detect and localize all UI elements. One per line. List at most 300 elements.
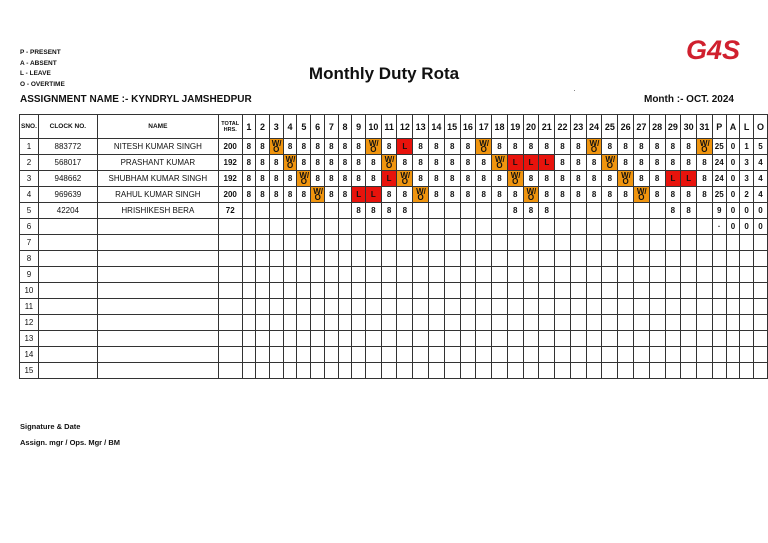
- row-present-count: 24: [712, 155, 726, 171]
- row-name: [97, 315, 218, 331]
- row-present-count: [712, 235, 726, 251]
- day-cell: [586, 267, 602, 283]
- day-cell: 8: [460, 187, 476, 203]
- weekly-off-label: W/O: [400, 170, 411, 186]
- row-leave-count: [740, 299, 754, 315]
- day-cell: [492, 347, 508, 363]
- day-cell: [523, 219, 539, 235]
- row-present-count: ·: [712, 219, 726, 235]
- day-cell: [649, 331, 665, 347]
- day-cell: [338, 283, 352, 299]
- row-clock-no: [38, 251, 97, 267]
- row-total-hrs: 200: [218, 187, 242, 203]
- day-cell: [352, 235, 366, 251]
- day-cell: 8: [242, 139, 256, 155]
- header-day-25: 25: [602, 115, 618, 139]
- day-cell: 8: [570, 187, 586, 203]
- day-cell: [311, 267, 325, 283]
- day-cell: [311, 219, 325, 235]
- row-sno: 2: [20, 155, 39, 171]
- row-absent-count: [726, 347, 740, 363]
- row-overtime-count: [753, 347, 767, 363]
- day-cell: 8: [338, 139, 352, 155]
- header-day-27: 27: [633, 115, 649, 139]
- day-cell: [365, 331, 381, 347]
- day-cell: [352, 267, 366, 283]
- header-day-13: 13: [413, 115, 429, 139]
- row-absent-count: 0: [726, 155, 740, 171]
- row-sno: 12: [20, 315, 39, 331]
- row-leave-count: [740, 331, 754, 347]
- day-cell: [602, 283, 618, 299]
- day-cell: [325, 299, 339, 315]
- leave-cell: L: [539, 155, 555, 171]
- day-cell: [649, 299, 665, 315]
- day-cell: [665, 219, 681, 235]
- day-cell: [602, 203, 618, 219]
- day-cell: 8: [325, 139, 339, 155]
- day-cell: [570, 251, 586, 267]
- header-day-1: 1: [242, 115, 256, 139]
- day-cell: [283, 219, 297, 235]
- day-cell: 8: [586, 171, 602, 187]
- day-cell: [697, 203, 713, 219]
- day-cell: [539, 283, 555, 299]
- day-cell: [665, 251, 681, 267]
- day-cell: [633, 299, 649, 315]
- day-cell: [269, 347, 283, 363]
- day-cell: 8: [586, 187, 602, 203]
- day-cell: [586, 251, 602, 267]
- row-total-hrs: [218, 219, 242, 235]
- row-overtime-count: [753, 283, 767, 299]
- weekly-off-cell: [381, 155, 397, 171]
- day-cell: [297, 331, 311, 347]
- row-name: HRISHIKESH BERA: [97, 203, 218, 219]
- day-cell: [523, 235, 539, 251]
- day-cell: [429, 267, 445, 283]
- signature-date-label: Signature & Date: [20, 422, 81, 431]
- row-sno: 4: [20, 187, 39, 203]
- table-row: [20, 299, 768, 315]
- day-cell: 8: [256, 139, 270, 155]
- row-clock-no: 883772: [38, 139, 97, 155]
- day-cell: [570, 299, 586, 315]
- day-cell: 8: [338, 171, 352, 187]
- day-cell: [492, 299, 508, 315]
- day-cell: [429, 331, 445, 347]
- day-cell: [665, 299, 681, 315]
- day-cell: [697, 251, 713, 267]
- day-cell: [297, 219, 311, 235]
- weekly-off-label: W/O: [285, 154, 296, 170]
- table-row: [20, 235, 768, 251]
- weekly-off-cell: [507, 171, 523, 187]
- weekly-off-cell: [602, 155, 618, 171]
- day-cell: [460, 315, 476, 331]
- day-cell: 8: [311, 139, 325, 155]
- day-cell: 8: [492, 171, 508, 187]
- day-cell: 8: [283, 139, 297, 155]
- row-absent-count: 0: [726, 171, 740, 187]
- row-clock-no: [38, 283, 97, 299]
- row-leave-count: [740, 235, 754, 251]
- day-cell: 8: [283, 171, 297, 187]
- table-row: [20, 187, 768, 203]
- day-cell: [555, 283, 571, 299]
- row-leave-count: 0: [740, 203, 754, 219]
- day-cell: [681, 331, 697, 347]
- row-overtime-count: 5: [753, 139, 767, 155]
- day-cell: [397, 267, 413, 283]
- day-cell: 8: [602, 171, 618, 187]
- weekly-off-label: W/O: [299, 170, 310, 186]
- day-cell: [325, 219, 339, 235]
- day-cell: [444, 235, 460, 251]
- day-cell: [476, 347, 492, 363]
- day-cell: [665, 347, 681, 363]
- day-cell: [444, 363, 460, 379]
- weekly-off-label: W/O: [494, 154, 505, 170]
- day-cell: 8: [365, 203, 381, 219]
- header-day-15: 15: [444, 115, 460, 139]
- header-sno: SNO.: [20, 115, 39, 139]
- day-cell: [507, 235, 523, 251]
- row-absent-count: [726, 315, 740, 331]
- day-cell: [256, 251, 270, 267]
- day-cell: [492, 219, 508, 235]
- row-total-hrs: 192: [218, 155, 242, 171]
- row-present-count: [712, 363, 726, 379]
- day-cell: 8: [570, 171, 586, 187]
- header-day-22: 22: [555, 115, 571, 139]
- day-cell: [460, 347, 476, 363]
- row-clock-no: 568017: [38, 155, 97, 171]
- row-clock-no: [38, 363, 97, 379]
- day-cell: [476, 235, 492, 251]
- day-cell: [570, 267, 586, 283]
- day-cell: [352, 315, 366, 331]
- day-cell: [476, 251, 492, 267]
- day-cell: [539, 331, 555, 347]
- day-cell: [586, 347, 602, 363]
- weekly-off-label: W/O: [636, 186, 647, 202]
- day-cell: [555, 315, 571, 331]
- day-cell: [649, 283, 665, 299]
- day-cell: [311, 331, 325, 347]
- assignment-name: ASSIGNMENT NAME :- KYNDRYL JAMSHEDPUR: [20, 94, 252, 105]
- day-cell: 8: [381, 203, 397, 219]
- row-clock-no: [38, 267, 97, 283]
- header-o: O: [753, 115, 767, 139]
- header-day-29: 29: [665, 115, 681, 139]
- header-l: L: [740, 115, 754, 139]
- day-cell: 8: [570, 139, 586, 155]
- day-cell: [413, 299, 429, 315]
- day-cell: [476, 363, 492, 379]
- row-leave-count: 0: [740, 219, 754, 235]
- day-cell: [365, 315, 381, 331]
- day-cell: [507, 267, 523, 283]
- day-cell: 8: [649, 171, 665, 187]
- day-cell: 8: [269, 171, 283, 187]
- day-cell: 8: [429, 187, 445, 203]
- day-cell: [539, 251, 555, 267]
- day-cell: [555, 203, 571, 219]
- row-sno: 14: [20, 347, 39, 363]
- day-cell: [429, 347, 445, 363]
- day-cell: [242, 363, 256, 379]
- table-row: [20, 363, 768, 379]
- leave-cell: L: [352, 187, 366, 203]
- day-cell: [492, 331, 508, 347]
- day-cell: [570, 347, 586, 363]
- header-day-23: 23: [570, 115, 586, 139]
- day-cell: 8: [665, 139, 681, 155]
- day-cell: [665, 363, 681, 379]
- header-day-19: 19: [507, 115, 523, 139]
- day-cell: [444, 203, 460, 219]
- day-cell: [570, 283, 586, 299]
- day-cell: [269, 203, 283, 219]
- day-cell: 8: [476, 155, 492, 171]
- day-cell: [413, 363, 429, 379]
- day-cell: 8: [492, 187, 508, 203]
- day-cell: [413, 203, 429, 219]
- day-cell: [633, 283, 649, 299]
- header-day-24: 24: [586, 115, 602, 139]
- weekly-off-label: W/O: [384, 154, 395, 170]
- day-cell: [381, 315, 397, 331]
- day-cell: 8: [297, 155, 311, 171]
- header-day-10: 10: [365, 115, 381, 139]
- table-row: [20, 315, 768, 331]
- day-cell: [492, 283, 508, 299]
- day-cell: [476, 203, 492, 219]
- day-cell: [325, 331, 339, 347]
- day-cell: [365, 251, 381, 267]
- day-cell: 8: [256, 187, 270, 203]
- row-absent-count: [726, 363, 740, 379]
- day-cell: [507, 219, 523, 235]
- day-cell: [256, 219, 270, 235]
- row-overtime-count: [753, 267, 767, 283]
- day-cell: [555, 331, 571, 347]
- day-cell: [523, 251, 539, 267]
- row-present-count: [712, 251, 726, 267]
- day-cell: [633, 251, 649, 267]
- row-sno: 10: [20, 283, 39, 299]
- row-total-hrs: [218, 283, 242, 299]
- day-cell: 8: [586, 155, 602, 171]
- day-cell: 8: [352, 203, 366, 219]
- day-cell: [397, 299, 413, 315]
- weekly-off-cell: [311, 187, 325, 203]
- day-cell: 8: [325, 155, 339, 171]
- legend-overtime: O - OVERTIME: [20, 80, 65, 88]
- day-cell: [297, 315, 311, 331]
- row-clock-no: [38, 347, 97, 363]
- header-day-2: 2: [256, 115, 270, 139]
- day-cell: [570, 315, 586, 331]
- day-cell: [381, 363, 397, 379]
- day-cell: [283, 267, 297, 283]
- day-cell: [665, 235, 681, 251]
- day-cell: 8: [269, 155, 283, 171]
- day-cell: 8: [429, 171, 445, 187]
- day-cell: [311, 347, 325, 363]
- day-cell: 8: [242, 187, 256, 203]
- day-cell: [460, 299, 476, 315]
- row-name: [97, 251, 218, 267]
- day-cell: [492, 363, 508, 379]
- day-cell: [681, 235, 697, 251]
- day-cell: [570, 203, 586, 219]
- day-cell: [649, 347, 665, 363]
- row-total-hrs: 192: [218, 171, 242, 187]
- row-total-hrs: [218, 299, 242, 315]
- day-cell: [460, 203, 476, 219]
- day-cell: [283, 299, 297, 315]
- row-name: [97, 219, 218, 235]
- day-cell: [523, 283, 539, 299]
- row-overtime-count: [753, 315, 767, 331]
- day-cell: [338, 347, 352, 363]
- table-row: [20, 251, 768, 267]
- day-cell: [381, 283, 397, 299]
- day-cell: [570, 219, 586, 235]
- row-present-count: [712, 283, 726, 299]
- day-cell: [681, 347, 697, 363]
- day-cell: [352, 363, 366, 379]
- day-cell: 8: [338, 187, 352, 203]
- weekly-off-cell: [283, 155, 297, 171]
- day-cell: 8: [460, 155, 476, 171]
- day-cell: [444, 347, 460, 363]
- header-day-14: 14: [429, 115, 445, 139]
- row-leave-count: [740, 267, 754, 283]
- day-cell: [311, 203, 325, 219]
- row-name: [97, 347, 218, 363]
- day-cell: 8: [507, 139, 523, 155]
- header-day-4: 4: [283, 115, 297, 139]
- day-cell: [413, 315, 429, 331]
- day-cell: 8: [311, 155, 325, 171]
- day-cell: [283, 283, 297, 299]
- legend-present: P - PRESENT: [20, 49, 61, 56]
- day-cell: 8: [523, 171, 539, 187]
- header-day-6: 6: [311, 115, 325, 139]
- weekly-off-label: W/O: [621, 170, 631, 186]
- day-cell: [697, 315, 713, 331]
- day-cell: [649, 235, 665, 251]
- day-cell: [602, 331, 618, 347]
- day-cell: [602, 235, 618, 251]
- day-cell: 8: [397, 155, 413, 171]
- day-cell: [338, 267, 352, 283]
- day-cell: [618, 267, 634, 283]
- day-cell: 8: [539, 203, 555, 219]
- day-cell: [618, 251, 634, 267]
- day-cell: [476, 267, 492, 283]
- day-cell: [352, 331, 366, 347]
- table-row: [20, 219, 768, 235]
- day-cell: [338, 219, 352, 235]
- header-day-5: 5: [297, 115, 311, 139]
- weekly-off-label: W/O: [368, 138, 379, 154]
- header-day-16: 16: [460, 115, 476, 139]
- day-cell: 8: [618, 155, 634, 171]
- day-cell: [325, 203, 339, 219]
- day-cell: [256, 283, 270, 299]
- day-cell: [242, 203, 256, 219]
- row-total-hrs: [218, 315, 242, 331]
- day-cell: [539, 267, 555, 283]
- day-cell: [665, 315, 681, 331]
- day-cell: 8: [697, 155, 713, 171]
- header-day-3: 3: [269, 115, 283, 139]
- row-present-count: [712, 315, 726, 331]
- day-cell: [365, 347, 381, 363]
- row-name: [97, 235, 218, 251]
- row-leave-count: [740, 363, 754, 379]
- row-sno: 3: [20, 171, 39, 187]
- day-cell: 8: [413, 171, 429, 187]
- day-cell: 8: [649, 155, 665, 171]
- day-cell: [429, 315, 445, 331]
- day-cell: 8: [476, 187, 492, 203]
- day-cell: 8: [381, 139, 397, 155]
- day-cell: [539, 235, 555, 251]
- day-cell: 8: [633, 155, 649, 171]
- header-day-21: 21: [539, 115, 555, 139]
- day-cell: [539, 363, 555, 379]
- day-cell: 8: [325, 187, 339, 203]
- day-cell: 8: [381, 187, 397, 203]
- day-cell: [586, 219, 602, 235]
- day-cell: [697, 299, 713, 315]
- day-cell: 8: [352, 171, 366, 187]
- day-cell: [297, 267, 311, 283]
- day-cell: [429, 219, 445, 235]
- row-sno: 9: [20, 267, 39, 283]
- day-cell: [381, 331, 397, 347]
- day-cell: [586, 203, 602, 219]
- leave-cell: L: [365, 187, 381, 203]
- day-cell: [460, 235, 476, 251]
- day-cell: 8: [413, 139, 429, 155]
- day-cell: 8: [338, 155, 352, 171]
- day-cell: [365, 363, 381, 379]
- day-cell: [523, 363, 539, 379]
- day-cell: [523, 299, 539, 315]
- day-cell: [539, 219, 555, 235]
- day-cell: 8: [618, 139, 634, 155]
- header-total-hrs: TOTAL HRS.: [218, 115, 242, 139]
- day-cell: [283, 203, 297, 219]
- header-day-12: 12: [397, 115, 413, 139]
- day-cell: [325, 251, 339, 267]
- header-a: A: [726, 115, 740, 139]
- day-cell: [413, 283, 429, 299]
- day-cell: [602, 347, 618, 363]
- row-total-hrs: [218, 331, 242, 347]
- row-name: SHUBHAM KUMAR SINGH: [97, 171, 218, 187]
- day-cell: [618, 347, 634, 363]
- weekly-off-cell: [365, 139, 381, 155]
- day-cell: 8: [460, 171, 476, 187]
- row-absent-count: [726, 299, 740, 315]
